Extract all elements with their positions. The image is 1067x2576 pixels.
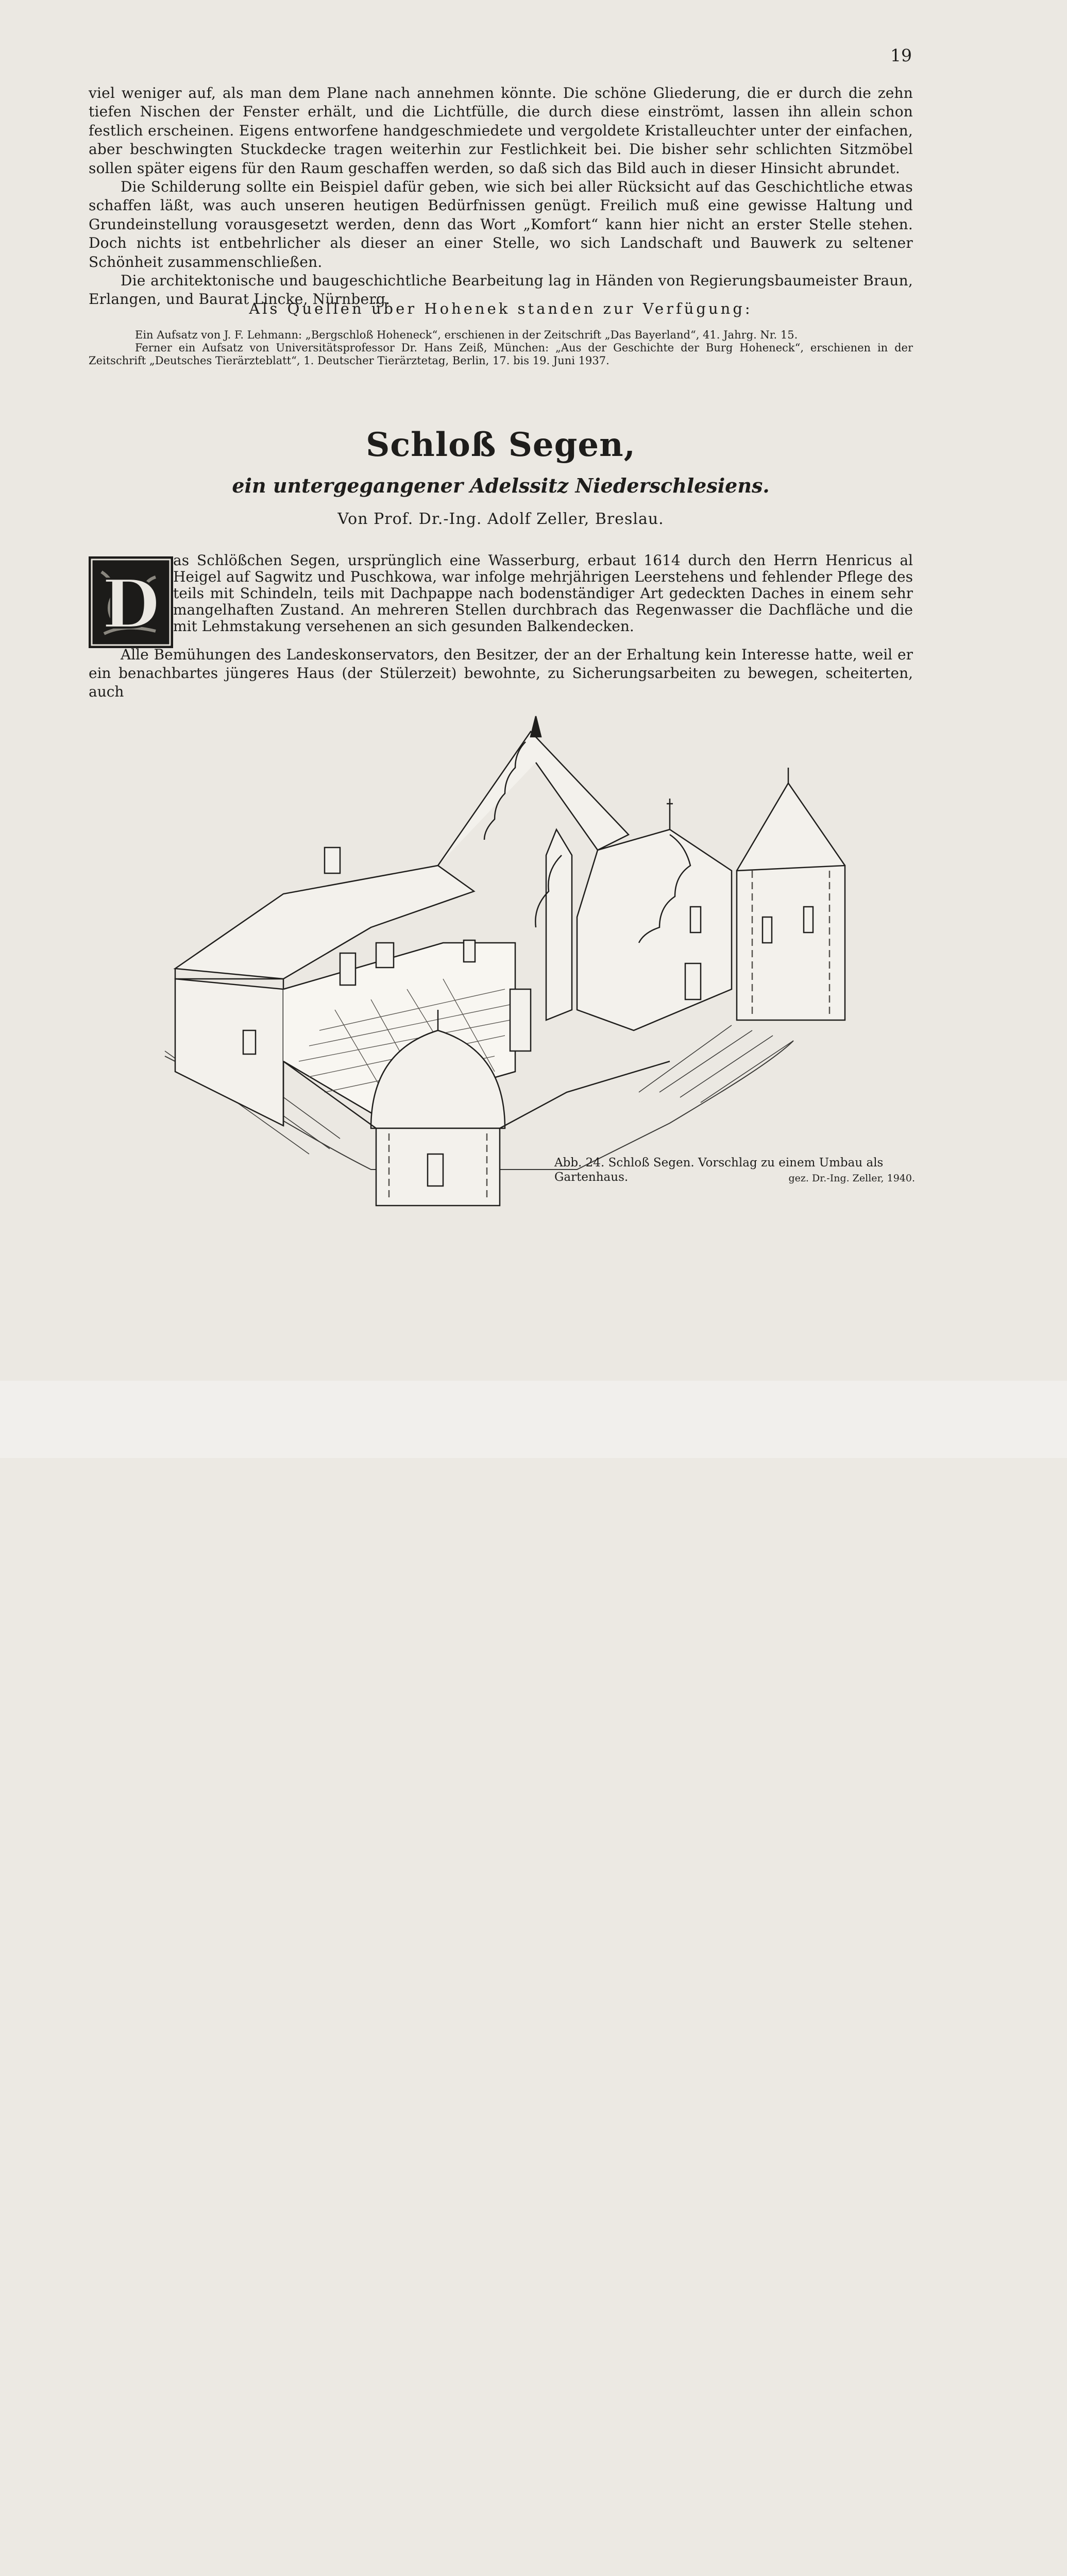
sources-list bbox=[89, 329, 913, 367]
caption-credit: gez. Dr.-Ing. Zeller, 1940. bbox=[788, 1173, 915, 1184]
intro-text bbox=[89, 84, 913, 309]
initial-letter: D bbox=[101, 565, 160, 643]
intro-paragraph-3: Die architektonische und baugeschichtliche Bearbeitung lag in Händen von Regierungsbaumeister Braun, Erlangen, und Baurat Lincke, Nürnberg. bbox=[89, 272, 913, 308]
source-item: Ein Aufsatz von J. F. Lehmann: „Bergschloß Hoheneck“, erschienen in der Zeitschrift „Das Bayerland“, 41. Jahrg. Nr. 15. bbox=[135, 329, 798, 341]
article-paragraph-1: as Schlößchen Segen, ursprünglich eine Wasserburg, erbaut 1614 durch den Herrn Henricus al Heigel auf Sagwitz und Puschkowa, war infolge mehrjährigen Leerstehens und fehlender Pflege des teils mit Schindeln, teils mit Dachpappe nach bodenständiger Art gedeckten Daches in einem sehr mangelhaften Zustand. An mehreren Stellen durchbrach das Regenwasser die Dachfläche und die mit Lehmstakung versehenen an sich gesunden Balkendecken. bbox=[173, 552, 913, 635]
footer-bar bbox=[0, 1381, 1067, 1458]
intro-paragraph-1: viel weniger auf, als man dem Plane nach annehmen könnte. Die schöne Gliederung, die er durch die zehn tiefen Nischen der Fenster erhält, und die Lichtfülle, die durch diese einströmt, lassen ihn allein schon festlich erscheinen. Eigens entworfene handgeschmiedete und vergoldete Kristalleuchter unter der einfachen, aber beschwingten Stuckdecke tragen weiterhin zur Festlichkeit bei. Die bisher sehr schlichten Sitzmöbel sollen später eigens für den Raum geschaffen werden, so daß sich das Bild auch in dieser Hinsicht abrundet. bbox=[89, 84, 913, 177]
decorated-initial bbox=[89, 556, 173, 648]
intro-paragraph-2: Die Schilderung sollte ein Beispiel dafür geben, wie sich bei aller Rücksicht auf das Geschichtliche etwas schaffen läßt, was auch unseren heutigen Bedürfnissen genügt. Freilich muß eine gewisse Haltung und Grundeinstellung vorausgesetzt werden, denn das Wort „Komfort“ kann hier nicht an erster Stelle stehen. Doch nichts ist entbehrlicher als dieser an einer Stelle, wo sich Landschaft und Bauwerk zu seltener Schönheit zusammenschließen. bbox=[89, 178, 913, 270]
article-paragraph-2: Alle Bemühungen des Landeskonservators, den Besitzer, der an der Erhaltung kein Interesse hatte, weil er ein benachbartes jüngeres Haus (der Stülerzeit) bewohnte, zu Sicherungsarbeiten zu bewegen, scheiterten, auch bbox=[89, 646, 913, 700]
sources-heading: Als Quellen über Hohenek standen zur Verfügung: bbox=[249, 300, 753, 317]
article-subtitle: ein untergegangener Adelssitz Niederschlesiens. bbox=[232, 474, 770, 497]
page-number: 19 bbox=[890, 45, 912, 65]
article-title: Schloß Segen, bbox=[366, 426, 636, 464]
figure-caption bbox=[554, 1156, 915, 1185]
article-author: Von Prof. Dr.-Ing. Adolf Zeller, Breslau. bbox=[337, 510, 664, 528]
caption-text: Abb. 24. Schloß Segen. Vorschlag zu einem Umbau als Gartenhaus. bbox=[554, 1156, 884, 1184]
source-item: Ferner ein Aufsatz von Universitätsprofessor Dr. Hans Zeiß, München: „Aus der Geschichte der Burg Hoheneck“, erschienen in der Zeitschrift „Deutsches Tierärzteblatt“, 1. Deutscher Tierärztetag, Berlin, 17. bis 19. Juni 1937. bbox=[89, 342, 913, 367]
castle-illustration bbox=[155, 701, 917, 1211]
